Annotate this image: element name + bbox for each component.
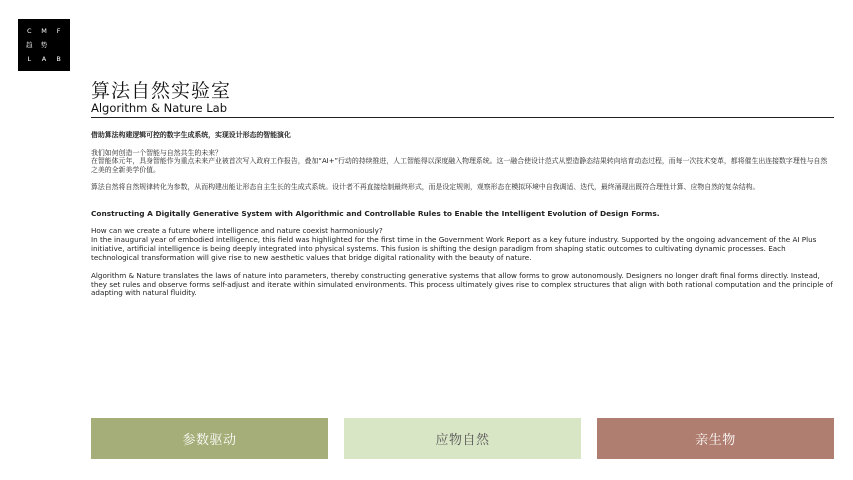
en-heading: Constructing A Digitally Generative System with Algorithmic and Controllable Rules to Enable the Intelligent Evolution of Design Forms.	[91, 208, 660, 218]
en-paragraph-1: In the inaugural year of embodied intelligence, this field was highlighted for the first time in the Government Work Report as a key future industry. Supported by the ongoing advancement of the AI Plus initiative, artificial intelligence is being deeply integrated into physical systems. This fusion is shifting the design paradigm from shaping static outcomes to cultivating dynamic processes. Each technological transformation will give rise to new aesthetic values that bridge digital rationality with the beauty of nature.	[91, 234, 817, 262]
logo-letter: A	[41, 54, 47, 63]
en-question: How can we create a future where intelligence and nature coexist harmoniously?	[91, 225, 383, 235]
cn-paragraph-1: 在智能体元年，具身智能作为重点未来产业被首次写入政府工作报告，叠加“AI+”行动的持续推进，人工智能得以深度融入物理系统。这一融合使设计范式从塑造静态结果转向培育动态过程，而每一次技术变革，都将催生出连接数字理性与自然之美的全新美学价值。	[91, 157, 828, 174]
page-title-en: Algorithm & Nature Lab	[91, 101, 228, 115]
en-paragraph-2: Algorithm & Nature translates the laws of nature into parameters, thereby constructing generative systems that allow forms to grow autonomously. Designers no longer draft final forms directly. Instead, they set rules and observe forms self-adjust and iterate within simulated environments. This process ultimately gives rise to complex structures that align with both rational computation and the principle of adapting with natural fluidity.	[91, 270, 833, 298]
content-body	[91, 131, 834, 298]
page-title-cn: 算法自然实验室	[91, 80, 232, 102]
logo-letter: F	[56, 26, 61, 35]
parametric-driven-button[interactable]: 参数驱动	[91, 418, 328, 459]
page-header	[91, 80, 834, 118]
logo-letter: 势	[40, 40, 48, 49]
logo-letter: B	[56, 54, 61, 63]
cn-paragraph-2: 算法自然将自然规律转化为参数，从而构建出能让形态自主生长的生成式系统。设计者不再直接绘制最终形式，而是设定规则，观察形态在模拟环境中自我调适、迭代，最终涌现出既符合理性计算、应物自然的复杂结构。	[91, 183, 760, 192]
logo-letter: L	[27, 54, 32, 63]
logo-letter: M	[41, 26, 47, 35]
title-divider	[91, 117, 834, 118]
cn-question: 我们如何创造一个智能与自然共生的未来？	[91, 148, 222, 157]
cn-heading: 借助算法构建逻辑可控的数字生成系统，实现设计形态的智能演化	[91, 131, 291, 139]
logo-letter: C	[27, 26, 32, 35]
category-buttons	[91, 418, 834, 459]
biophilic-button[interactable]: 亲生物	[597, 418, 834, 459]
logo-letter: 趋	[26, 40, 33, 49]
cmf-trend-lab-logo	[18, 19, 70, 71]
adapt-to-nature-button[interactable]: 应物自然	[344, 418, 581, 459]
